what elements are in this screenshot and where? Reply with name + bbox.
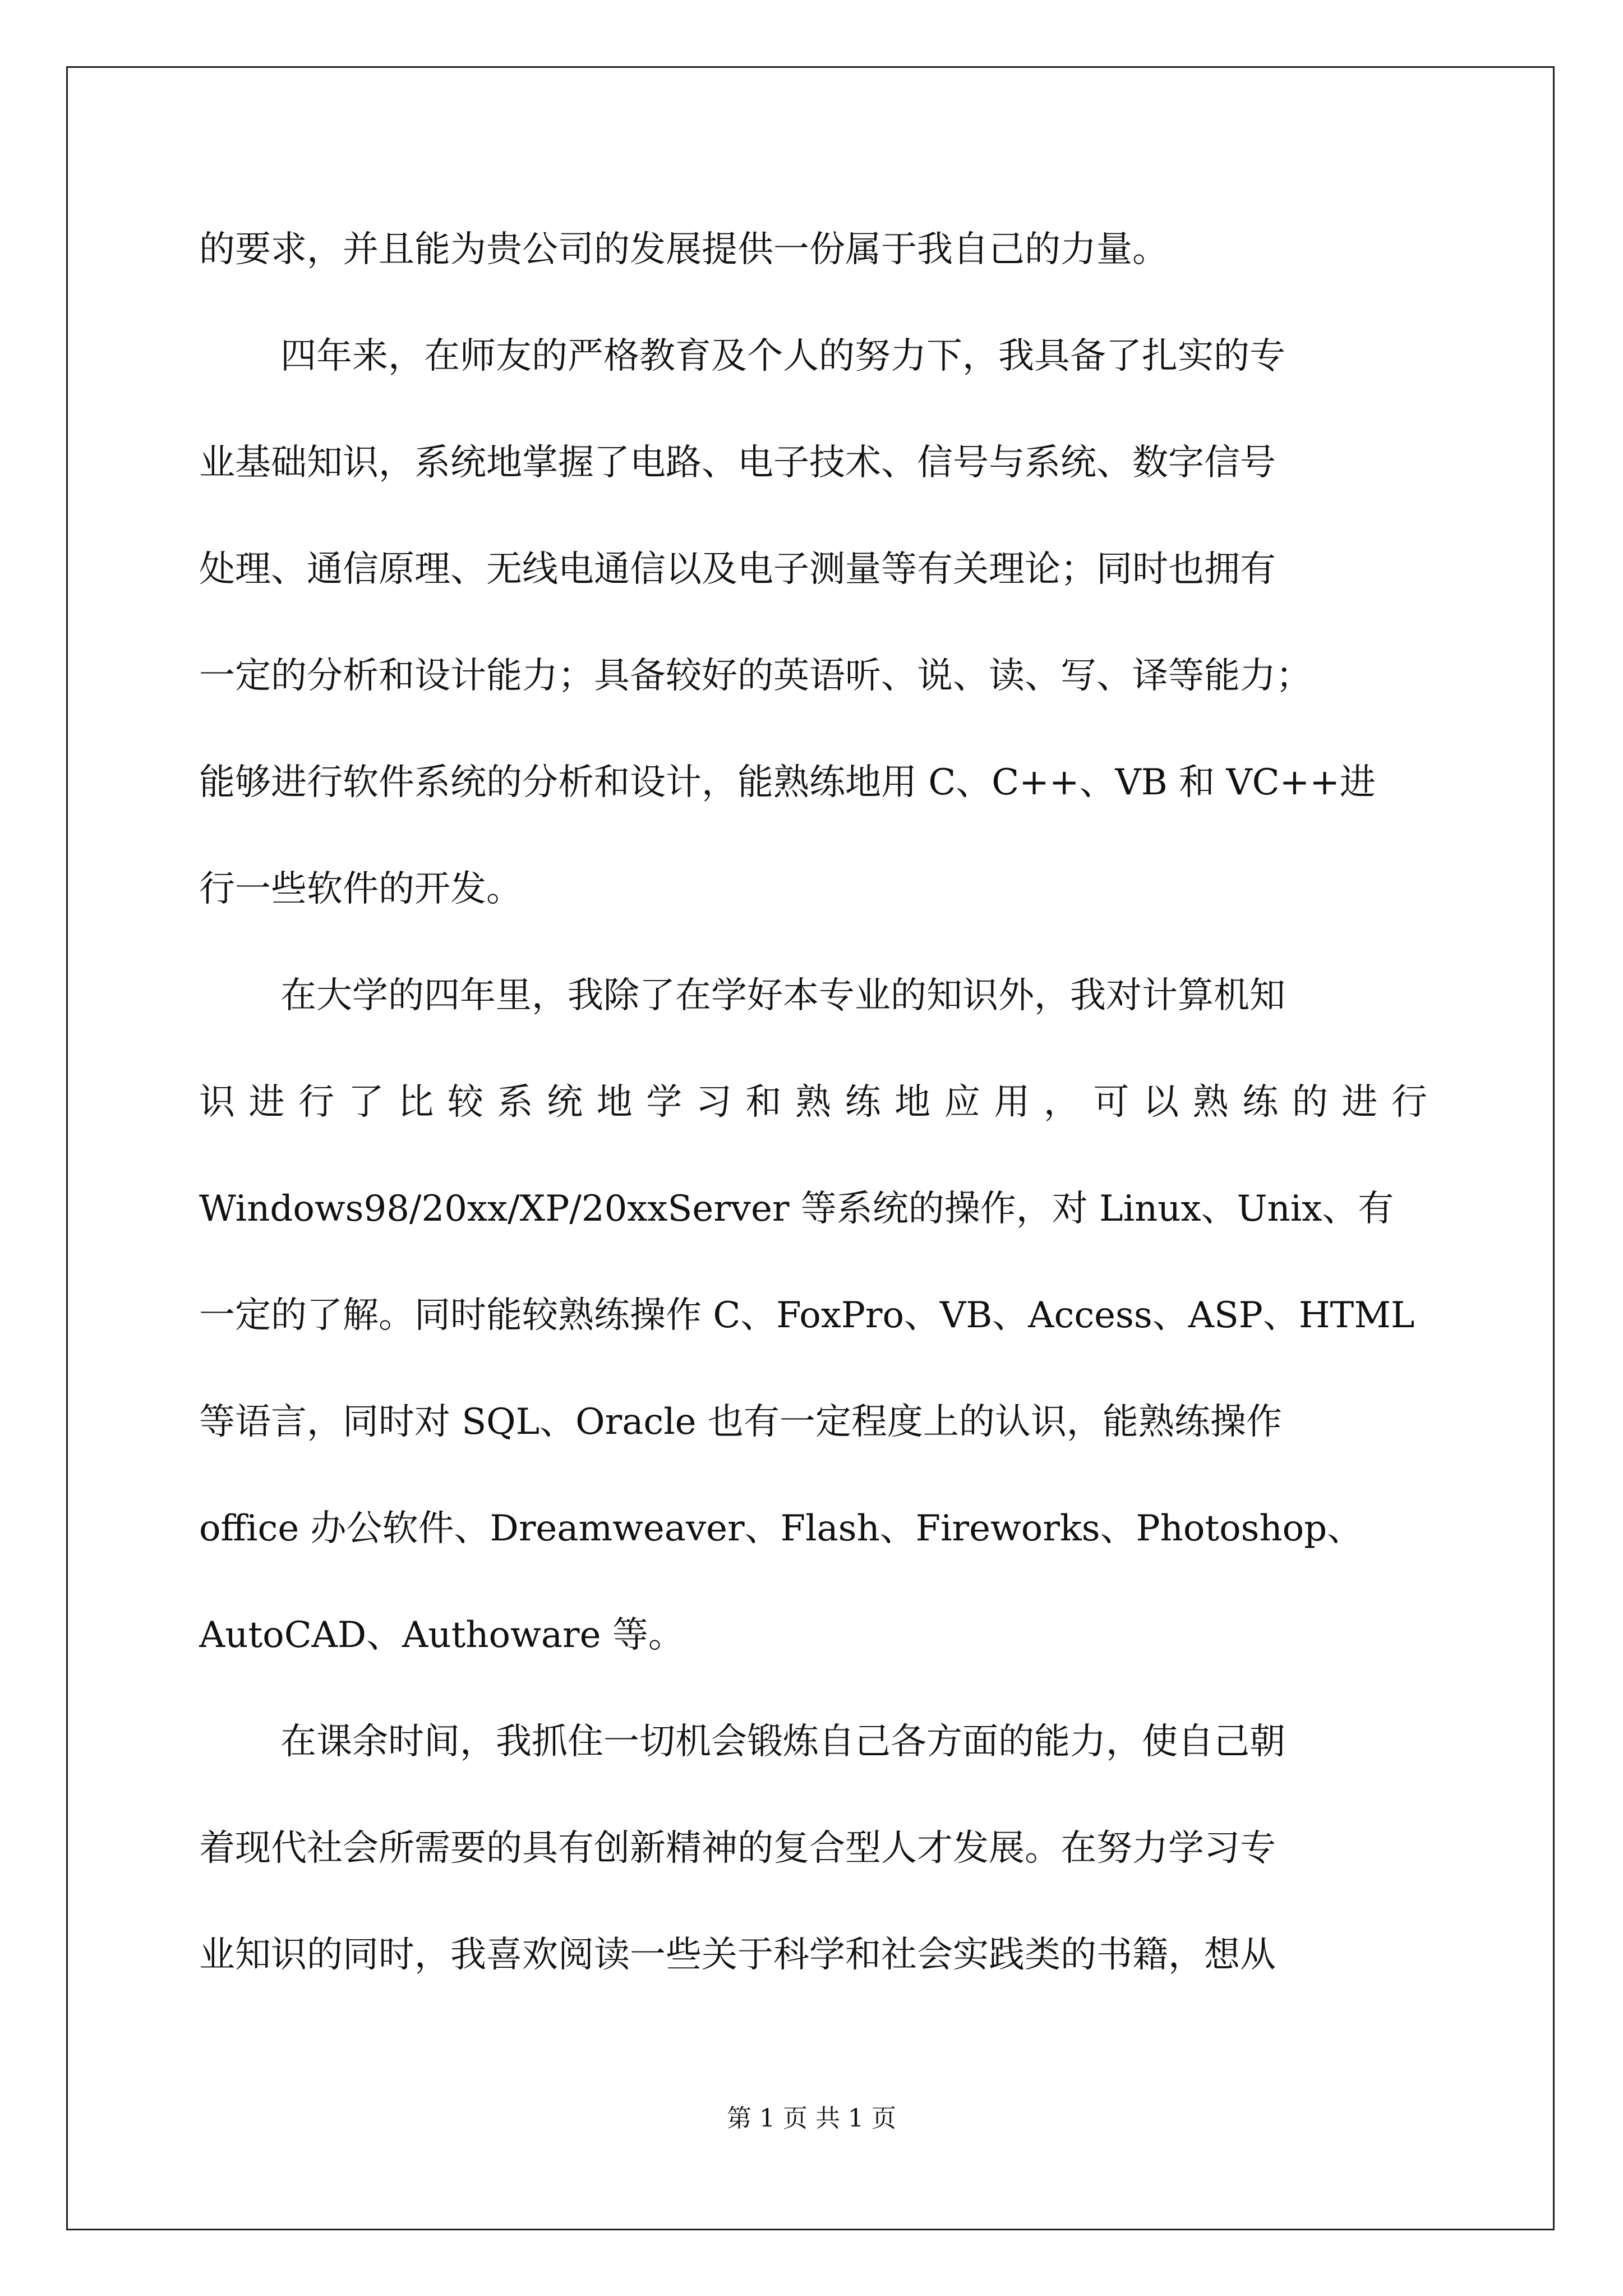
text-line: office 办公软件、Dreamweaver、Flash、Fireworks、Photoshop、 bbox=[199, 1508, 1363, 1549]
text-line: 着现代社会所需要的具有创新精神的复合型人才发展。在努力学习专 bbox=[199, 1828, 1276, 1869]
paragraph-first-line: 四年来，在师友的严格教育及个人的努力下，我具备了扎实的专 bbox=[280, 335, 1285, 377]
paragraph-first-line: 在大学的四年里，我除了在学好本专业的知识外，我对计算机知 bbox=[280, 975, 1285, 1016]
page-number-footer: 第 1 页 共 1 页 bbox=[727, 2104, 896, 2133]
text-line: Windows98/20xx/XP/20xxServer 等系统的操作，对 Linux、Unix、有 bbox=[199, 1188, 1394, 1230]
text-line: 一定的了解。同时能较熟练操作 C、FoxPro、VB、Access、ASP、HTML bbox=[199, 1295, 1415, 1336]
text-line: 处理、通信原理、无线电通信以及电子测量等有关理论；同时也拥有 bbox=[199, 549, 1276, 590]
text-line: 业基础知识，系统地掌握了电路、电子技术、信号与系统、数字信号 bbox=[199, 442, 1276, 484]
text-line: 识进行了比较系统地学习和熟练地应用，可以熟练的进行 bbox=[199, 1082, 1427, 1123]
paragraph-first-line: 在课余时间，我抓住一切机会锻炼自己各方面的能力，使自己朝 bbox=[280, 1721, 1285, 1763]
text-line: 能够进行软件系统的分析和设计，能熟练地用 C、C++、VB 和 VC++进 bbox=[199, 762, 1376, 803]
text-line: 的要求，并且能为贵公司的发展提供一份属于我自己的力量。 bbox=[199, 229, 1168, 270]
text-line: 等语言，同时对 SQL、Oracle 也有一定程度上的认识，能熟练操作 bbox=[199, 1401, 1282, 1443]
text-line: 行一些软件的开发。 bbox=[199, 868, 522, 910]
text-line: 一定的分析和设计能力；具备较好的英语听、说、读、写、译等能力； bbox=[199, 655, 1312, 697]
document-body bbox=[199, 216, 1427, 2028]
text-line: 业知识的同时，我喜欢阅读一些关于科学和社会实践类的书籍，想从 bbox=[199, 1934, 1276, 1976]
text-line: AutoCAD、Authoware 等。 bbox=[199, 1614, 684, 1656]
